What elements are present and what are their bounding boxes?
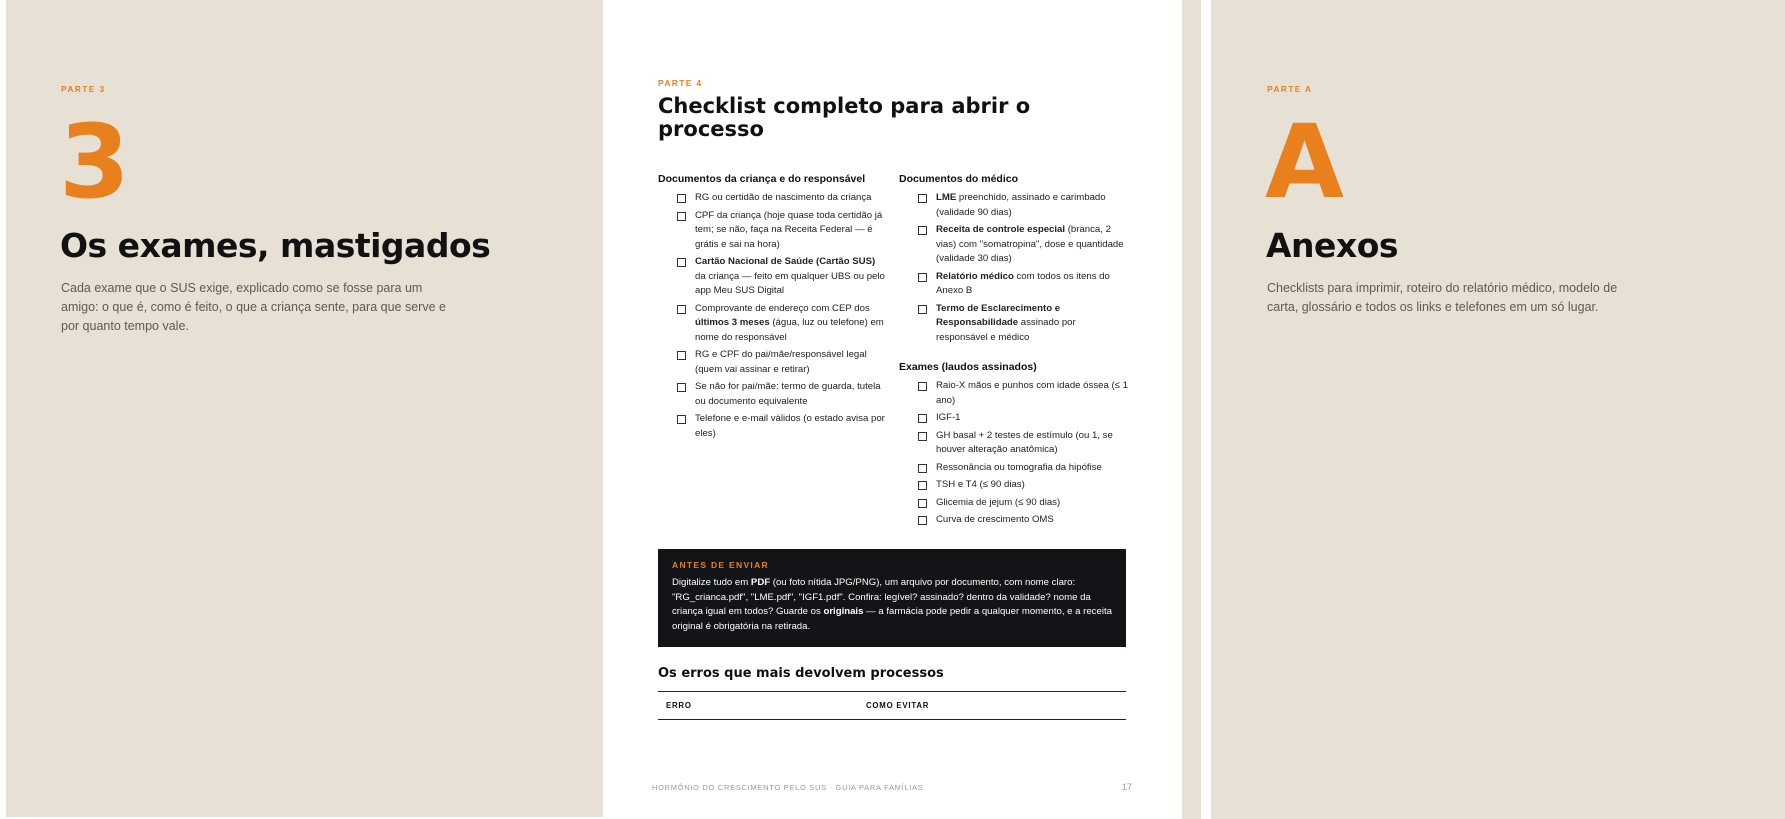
- center-kicker: PARTE 4: [658, 78, 703, 88]
- checkbox-icon[interactable]: [918, 382, 927, 391]
- checkbox-icon[interactable]: [918, 516, 927, 525]
- errors-section-title: Os erros que mais devolvem processos: [658, 666, 944, 681]
- text-run: (branca, 2 vias) com "somatropina", dose e quantidade (validade 30 dias): [936, 224, 1124, 264]
- before-sending-callout: [658, 549, 1126, 647]
- col1-checklist: [677, 191, 887, 444]
- checklist-item: [918, 379, 1128, 408]
- checklist-item: [918, 411, 1128, 426]
- table-header-error: ERRO: [666, 701, 692, 710]
- checkbox-icon[interactable]: [677, 194, 686, 203]
- text-run: RG e CPF do pai/mãe/responsável legal (quem vai assinar e retirar): [695, 349, 867, 375]
- col1-heading: Documentos da criança e do responsável: [658, 173, 866, 185]
- checklist-item: [677, 255, 887, 299]
- errors-table: [658, 691, 1126, 720]
- left-section-title: Os exames, mastigados: [60, 226, 491, 265]
- table-header-how-to-avoid: COMO EVITAR: [866, 701, 930, 710]
- checklist-item: [677, 380, 887, 409]
- left-kicker: PARTE 3: [61, 84, 106, 94]
- bold-text: Termo de Esclarecimento e Responsabilidade: [936, 302, 1061, 328]
- right-gutter-strip: [1201, 0, 1211, 819]
- checkbox-icon[interactable]: [918, 273, 927, 282]
- checkbox-icon[interactable]: [918, 464, 927, 473]
- checkbox-icon[interactable]: [918, 414, 927, 423]
- right-section-description: Checklists para imprimir, roteiro do relatório médico, modelo de carta, glossário e todos os links e telefones em um só lugar.: [1267, 281, 1618, 314]
- checkbox-icon[interactable]: [918, 481, 927, 490]
- center-page-title: Checklist completo para abrir o processo: [658, 94, 1031, 141]
- checklist-item: [918, 302, 1128, 346]
- checkbox-icon[interactable]: [677, 351, 686, 360]
- text-run: Se não for pai/mãe: termo de guarda, tutela ou documento equivalente: [695, 381, 881, 407]
- col3-heading: Exames (laudos assinados): [899, 361, 1037, 373]
- text-run: assinado por responsável e médico: [936, 317, 1076, 343]
- checklist-item: [918, 429, 1128, 458]
- checkbox-icon[interactable]: [677, 258, 686, 267]
- callout-kicker: ANTES DE ENVIAR: [672, 560, 769, 570]
- bold-text: Cartão Nacional de Saúde (Cartão SUS): [695, 256, 876, 267]
- text-run: Ressonância ou tomografia da hipófise: [936, 461, 1102, 473]
- checklist-item: [677, 348, 887, 377]
- bold-text: Relatório médico: [936, 270, 1014, 282]
- checkbox-icon[interactable]: [677, 212, 686, 221]
- text-run: RG ou certidão de nascimento da criança: [695, 192, 872, 203]
- text-run: Raio-X mãos e punhos com idade óssea (≤ 1 ano): [936, 380, 1128, 406]
- text-run: (ou foto nítida JPG/PNG), um arquivo por documento, com nome claro: "RG_crianca.pdf", "LME.pdf", "IGF1.pdf". Confira: legível? assinado? dentro da validade? nome da criança igual em todos? Guarde os: [672, 577, 1091, 617]
- text-run: com todos os itens do Anexo B: [936, 270, 1110, 296]
- bold-text: Receita de controle especial: [936, 224, 1066, 235]
- checklist-item: [677, 302, 887, 346]
- checklist-item: [918, 513, 1128, 528]
- checklist-item: [677, 209, 887, 253]
- text-run: GH basal + 2 testes de estímulo (ou 1, se houver alteração anatômica): [936, 429, 1113, 455]
- checkbox-icon[interactable]: [918, 305, 927, 314]
- text-run: Comprovante de endereço com CEP dos: [695, 302, 870, 314]
- checklist-item: [918, 191, 1128, 220]
- left-big-number: 3: [59, 103, 130, 222]
- checklist-item: [918, 270, 1128, 299]
- text-run: Telefone e e-mail válidos (o estado avisa por eles): [695, 413, 885, 439]
- text-run: — a farmácia pode pedir a qualquer momento, e a receita original é obrigatória na retirada.: [672, 606, 1112, 632]
- right-big-letter: A: [1265, 103, 1344, 222]
- checkbox-icon[interactable]: [677, 415, 686, 424]
- left-section-description: Cada exame que o SUS exige, explicado como se fosse para um amigo: o que é, como é feito, o que a criança sente, para que serve e por quanto tempo vale.: [61, 281, 446, 333]
- checklist-item: [677, 191, 887, 206]
- checkbox-icon[interactable]: [918, 432, 927, 441]
- checkbox-icon[interactable]: [677, 305, 686, 314]
- bold-text: PDF: [750, 577, 771, 588]
- page-footer-text: HORMÔNIO DO CRESCIMENTO PELO SUS · GUIA PARA FAMÍLIAS: [652, 783, 924, 792]
- text-run: CPF da criança (hoje quase toda certidão já tem; se não, faça na Receita Federal — é grátis e sai na hora): [695, 209, 883, 250]
- table-bottom-rule: [658, 719, 1126, 720]
- text-run: da criança — feito em qualquer UBS ou pelo app Meu SUS Digital: [695, 270, 885, 296]
- text-run: TSH e T4 (≤ 90 dias): [936, 479, 1025, 490]
- table-header-row: [658, 692, 1126, 719]
- checkbox-icon[interactable]: [918, 499, 927, 508]
- text-run: preenchido, assinado e carimbado (validade 90 dias): [936, 192, 1106, 218]
- checklist-item: [918, 461, 1128, 476]
- right-kicker: PARTE A: [1267, 84, 1313, 94]
- checklist-item: [918, 496, 1128, 511]
- page-number: 17: [1122, 782, 1133, 792]
- bold-text: LME: [936, 192, 957, 203]
- col2-checklist: [918, 191, 1128, 348]
- checklist-item: [677, 412, 887, 441]
- text-run: Curva de crescimento OMS: [936, 514, 1054, 525]
- checkbox-icon[interactable]: [918, 226, 927, 235]
- col2-heading: Documentos do médico: [899, 173, 1019, 185]
- checkbox-icon[interactable]: [918, 194, 927, 203]
- checklist-item: [918, 478, 1128, 493]
- text-run: Digitalize tudo em: [672, 577, 751, 588]
- bold-text: originais: [823, 606, 864, 617]
- col3-checklist: [918, 379, 1128, 531]
- checkbox-icon[interactable]: [677, 383, 686, 392]
- text-run: IGF-1: [936, 412, 961, 423]
- callout-text: [672, 576, 1112, 634]
- checklist-item: [918, 223, 1128, 267]
- text-run: Glicemia de jejum (≤ 90 dias): [936, 496, 1061, 508]
- text-run: (água, luz ou telefone) em nome do responsável: [695, 317, 884, 343]
- right-section-title: Anexos: [1266, 226, 1399, 265]
- bold-text: últimos 3 meses: [695, 317, 770, 328]
